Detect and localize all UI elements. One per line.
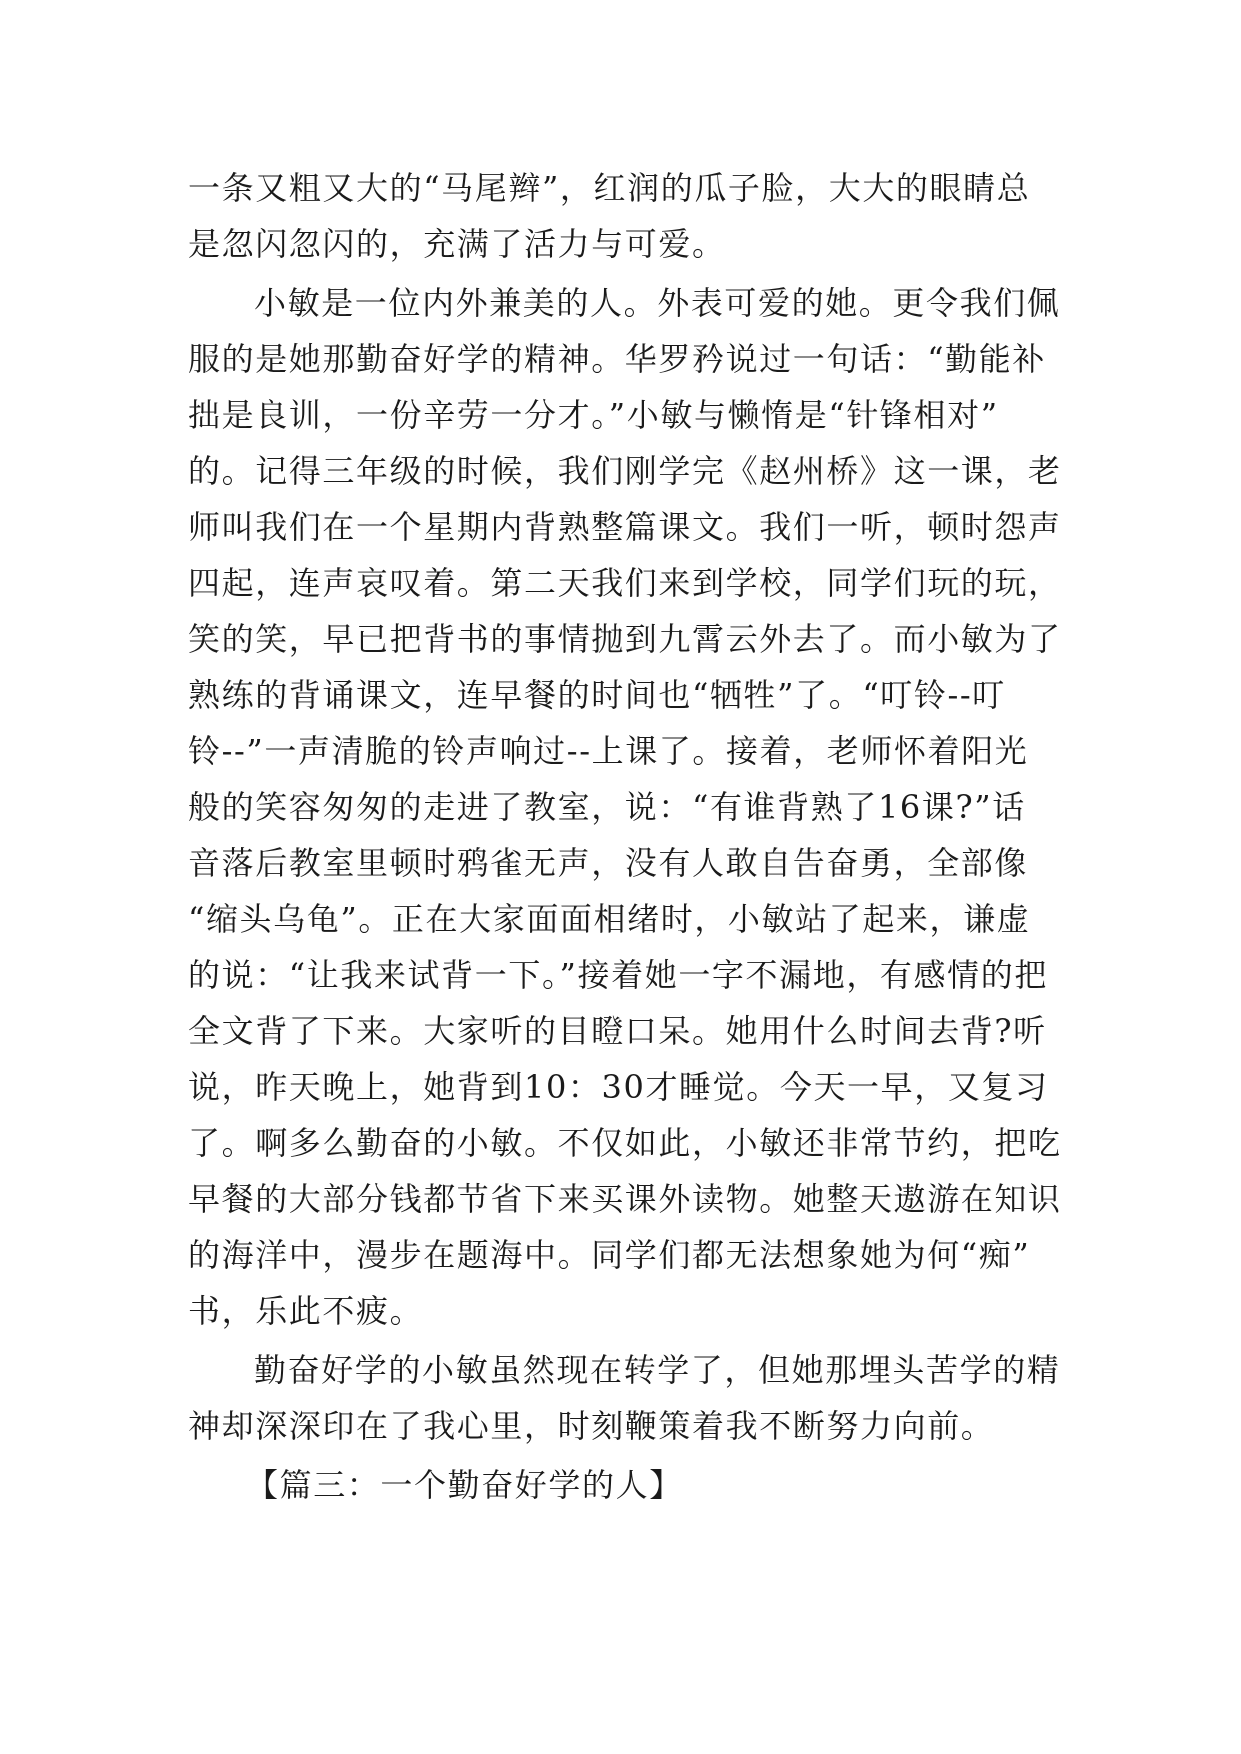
paragraph-2: [188, 275, 1062, 1339]
text-line: 一条又粗又大的“马尾辫”，红润的瓜子脸，大大的眼睛总: [188, 169, 1031, 207]
text-line: 全文背了下来。大家听的目瞪口呆。她用什么时间去背?听: [188, 1012, 1047, 1050]
text-line: 了。啊多么勤奋的小敏。不仅如此，小敏还非常节约，把吃: [188, 1124, 1062, 1162]
text-line: 的说：“让我来试背一下。”接着她一字不漏地，有感情的把: [188, 956, 1048, 994]
text-line: “缩头乌龟”。正在大家面面相绪时，小敏站了起来，谦虚: [188, 900, 1031, 938]
text-line: 的海洋中，漫步在题海中。同学们都无法想象她为何“痴”: [188, 1236, 1031, 1274]
text-line: 小敏是一位内外兼美的人。外表可爱的她。更令我们佩: [254, 284, 1061, 322]
text-line: 师叫我们在一个星期内背熟整篇课文。我们一听，顿时怨声: [188, 508, 1062, 546]
text-line: 的。记得三年级的时候，我们刚学完《赵州桥》这一课，老: [188, 452, 1062, 490]
text-line: 书，乐此不疲。: [188, 1292, 424, 1330]
text-line: 铃--”一声清脆的铃声响过--上课了。接着，老师怀着阳光: [188, 732, 1029, 770]
paragraph-3: [188, 1342, 1061, 1454]
text-line: 勤奋好学的小敏虽然现在转学了，但她那埋头苦学的精: [254, 1351, 1061, 1389]
text-line: 早餐的大部分钱都节省下来买课外读物。她整天遨游在知识: [188, 1180, 1062, 1218]
text-line: 拙是良训，一份辛劳一分才。”小敏与懒惰是“针锋相对”: [188, 396, 999, 434]
document-page: [188, 160, 1062, 1513]
text-line: 笑的笑，早已把背书的事情抛到九霄云外去了。而小敏为了: [188, 620, 1062, 658]
text-line: 四起，连声哀叹着。第二天我们来到学校，同学们玩的玩，: [188, 564, 1062, 602]
text-line: 说，昨天晚上，她背到10：30才睡觉。今天一早，又复习: [188, 1068, 1049, 1106]
text-line: 是忽闪忽闪的，充满了活力与可爱。: [188, 225, 726, 263]
text-line: 般的笑容匆匆的走进了教室，说：“有谁背熟了16课?”话: [188, 788, 1026, 826]
section-heading: 【篇三：一个勤奋好学的人】: [246, 1466, 683, 1504]
paragraph-1: [188, 160, 1054, 272]
text-line: 神却深深印在了我心里，时刻鞭策着我不断努力向前。: [188, 1407, 995, 1445]
text-line: 音落后教室里顿时鸦雀无声，没有人敢自告奋勇，全部像: [188, 844, 1029, 882]
text-line: 熟练的背诵课文，连早餐的时间也“牺牲”了。“叮铃--叮: [188, 676, 1006, 714]
text-line: 服的是她那勤奋好学的精神。华罗矜说过一句话：“勤能补: [188, 340, 1046, 378]
section-heading-paragraph: [188, 1457, 1054, 1513]
